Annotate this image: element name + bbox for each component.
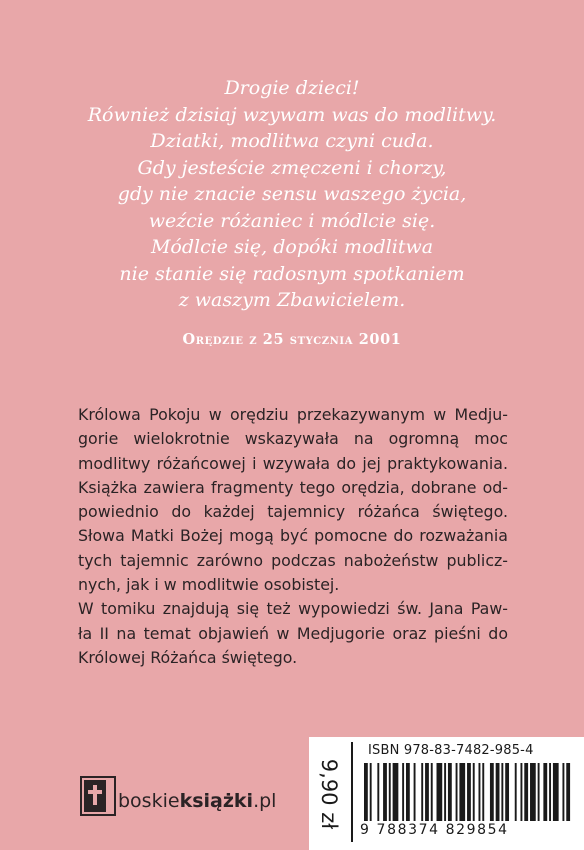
quote-line: z waszym Zbawicielem.	[178, 289, 406, 311]
barcode-bar	[406, 763, 410, 821]
quote-line: Również dzisiaj wzywam was do modlitwy.	[87, 103, 497, 126]
barcode-bar	[530, 763, 536, 821]
barcode-bar	[370, 763, 372, 821]
description-line: nych, jak i w modlitwie osobistej.	[78, 575, 340, 595]
description-line: ła II na temat objawień w Medjugorie oraz pieśni do	[78, 623, 508, 643]
barcode-bar	[501, 763, 503, 821]
barcode-bar	[467, 763, 471, 821]
barcode-bar	[520, 763, 522, 821]
description-line: tych tajemnic zarówno podczas nabożeństw publicz-	[78, 550, 508, 570]
quote-line: Gdy jesteście zmęczeni i chorzy,	[137, 156, 447, 179]
barcode-bar	[414, 763, 416, 821]
barcode-bar	[389, 763, 391, 821]
barcode-bar	[562, 763, 564, 821]
barcode-bar	[383, 763, 387, 821]
barcode-bar	[425, 763, 429, 821]
barcode-bar	[482, 763, 484, 821]
barcode-bar	[553, 763, 559, 821]
barcode-bar	[505, 763, 509, 821]
barcode-bar	[459, 763, 465, 821]
barcode-bar	[538, 763, 540, 821]
description-paragraph	[78, 403, 508, 670]
publisher-bold: książki	[179, 790, 254, 812]
barcode	[364, 763, 572, 821]
barcode-bar	[377, 763, 379, 821]
price-text: 9,90 zł	[317, 758, 341, 830]
barcode-bar	[364, 763, 368, 821]
barcode-bar	[566, 763, 570, 821]
quote-line: Dziatki, modlitwa czyni cuda.	[150, 130, 434, 152]
barcode-bar	[437, 763, 443, 821]
barcode-bar	[402, 763, 404, 821]
barcode-bar	[444, 763, 446, 821]
barcode-bar	[496, 763, 500, 821]
quote-source: Orędzie z 25 stycznia 2001	[182, 331, 402, 348]
barcode-bar	[431, 763, 433, 821]
description-line: Królowej Różańca świętego.	[78, 647, 298, 667]
publisher-logo	[80, 776, 320, 816]
quote-line: Drogie dzieci!	[224, 77, 360, 99]
barcode-bar	[515, 763, 517, 821]
description-line: gorie wielokrotnie wskazywała na ogromną moc	[78, 429, 508, 449]
price-label	[310, 748, 348, 840]
description-line: powiednio do każdej tajemnicy różańca świętego.	[78, 502, 508, 522]
isbn-label: ISBN 978-83-7482-985-4	[368, 743, 534, 758]
quote-line: Módlcie się, dopóki modlitwa	[150, 236, 434, 258]
quote-line: weźcie różaniec i módlcie się.	[148, 209, 436, 232]
publisher-name	[118, 790, 276, 812]
barcode-bar	[456, 763, 458, 821]
book-cross-icon	[80, 776, 116, 816]
description-line: modlitwy różańcowej i wzywała do jej praktykowania.	[78, 453, 508, 473]
description-line: W tomiku znajdują się też wypowiedzi św. Jana Paw-	[78, 599, 508, 619]
barcode-bar	[490, 763, 494, 821]
barcode-digits: 9 788374 829854	[360, 822, 509, 838]
barcode-bar	[473, 763, 475, 821]
barcode-bar	[448, 763, 452, 821]
barcode-bar	[478, 763, 480, 821]
quote-line: nie stanie się radosnym spotkaniem	[119, 262, 465, 285]
barcode-bar	[393, 763, 399, 821]
barcode-bar	[524, 763, 528, 821]
barcode-bar	[421, 763, 423, 821]
barcode-bar	[543, 763, 547, 821]
barcode-bar	[549, 763, 551, 821]
publisher-prefix: boskie	[118, 790, 180, 812]
quote-line: gdy nie znacie sensu waszego życia,	[117, 183, 467, 205]
description-line: Słowa Matki Bożej mogą być pomocne do rozważania	[78, 526, 508, 546]
description-line: Książka zawiera fragmenty tego orędzia, dobrane od-	[78, 477, 508, 497]
quote-block	[0, 75, 584, 314]
description-line: Królowa Pokoju w orędziu przekazywanym w Medju-	[78, 405, 508, 424]
barcode-divider	[351, 742, 353, 842]
publisher-suffix: .pl	[253, 790, 277, 812]
